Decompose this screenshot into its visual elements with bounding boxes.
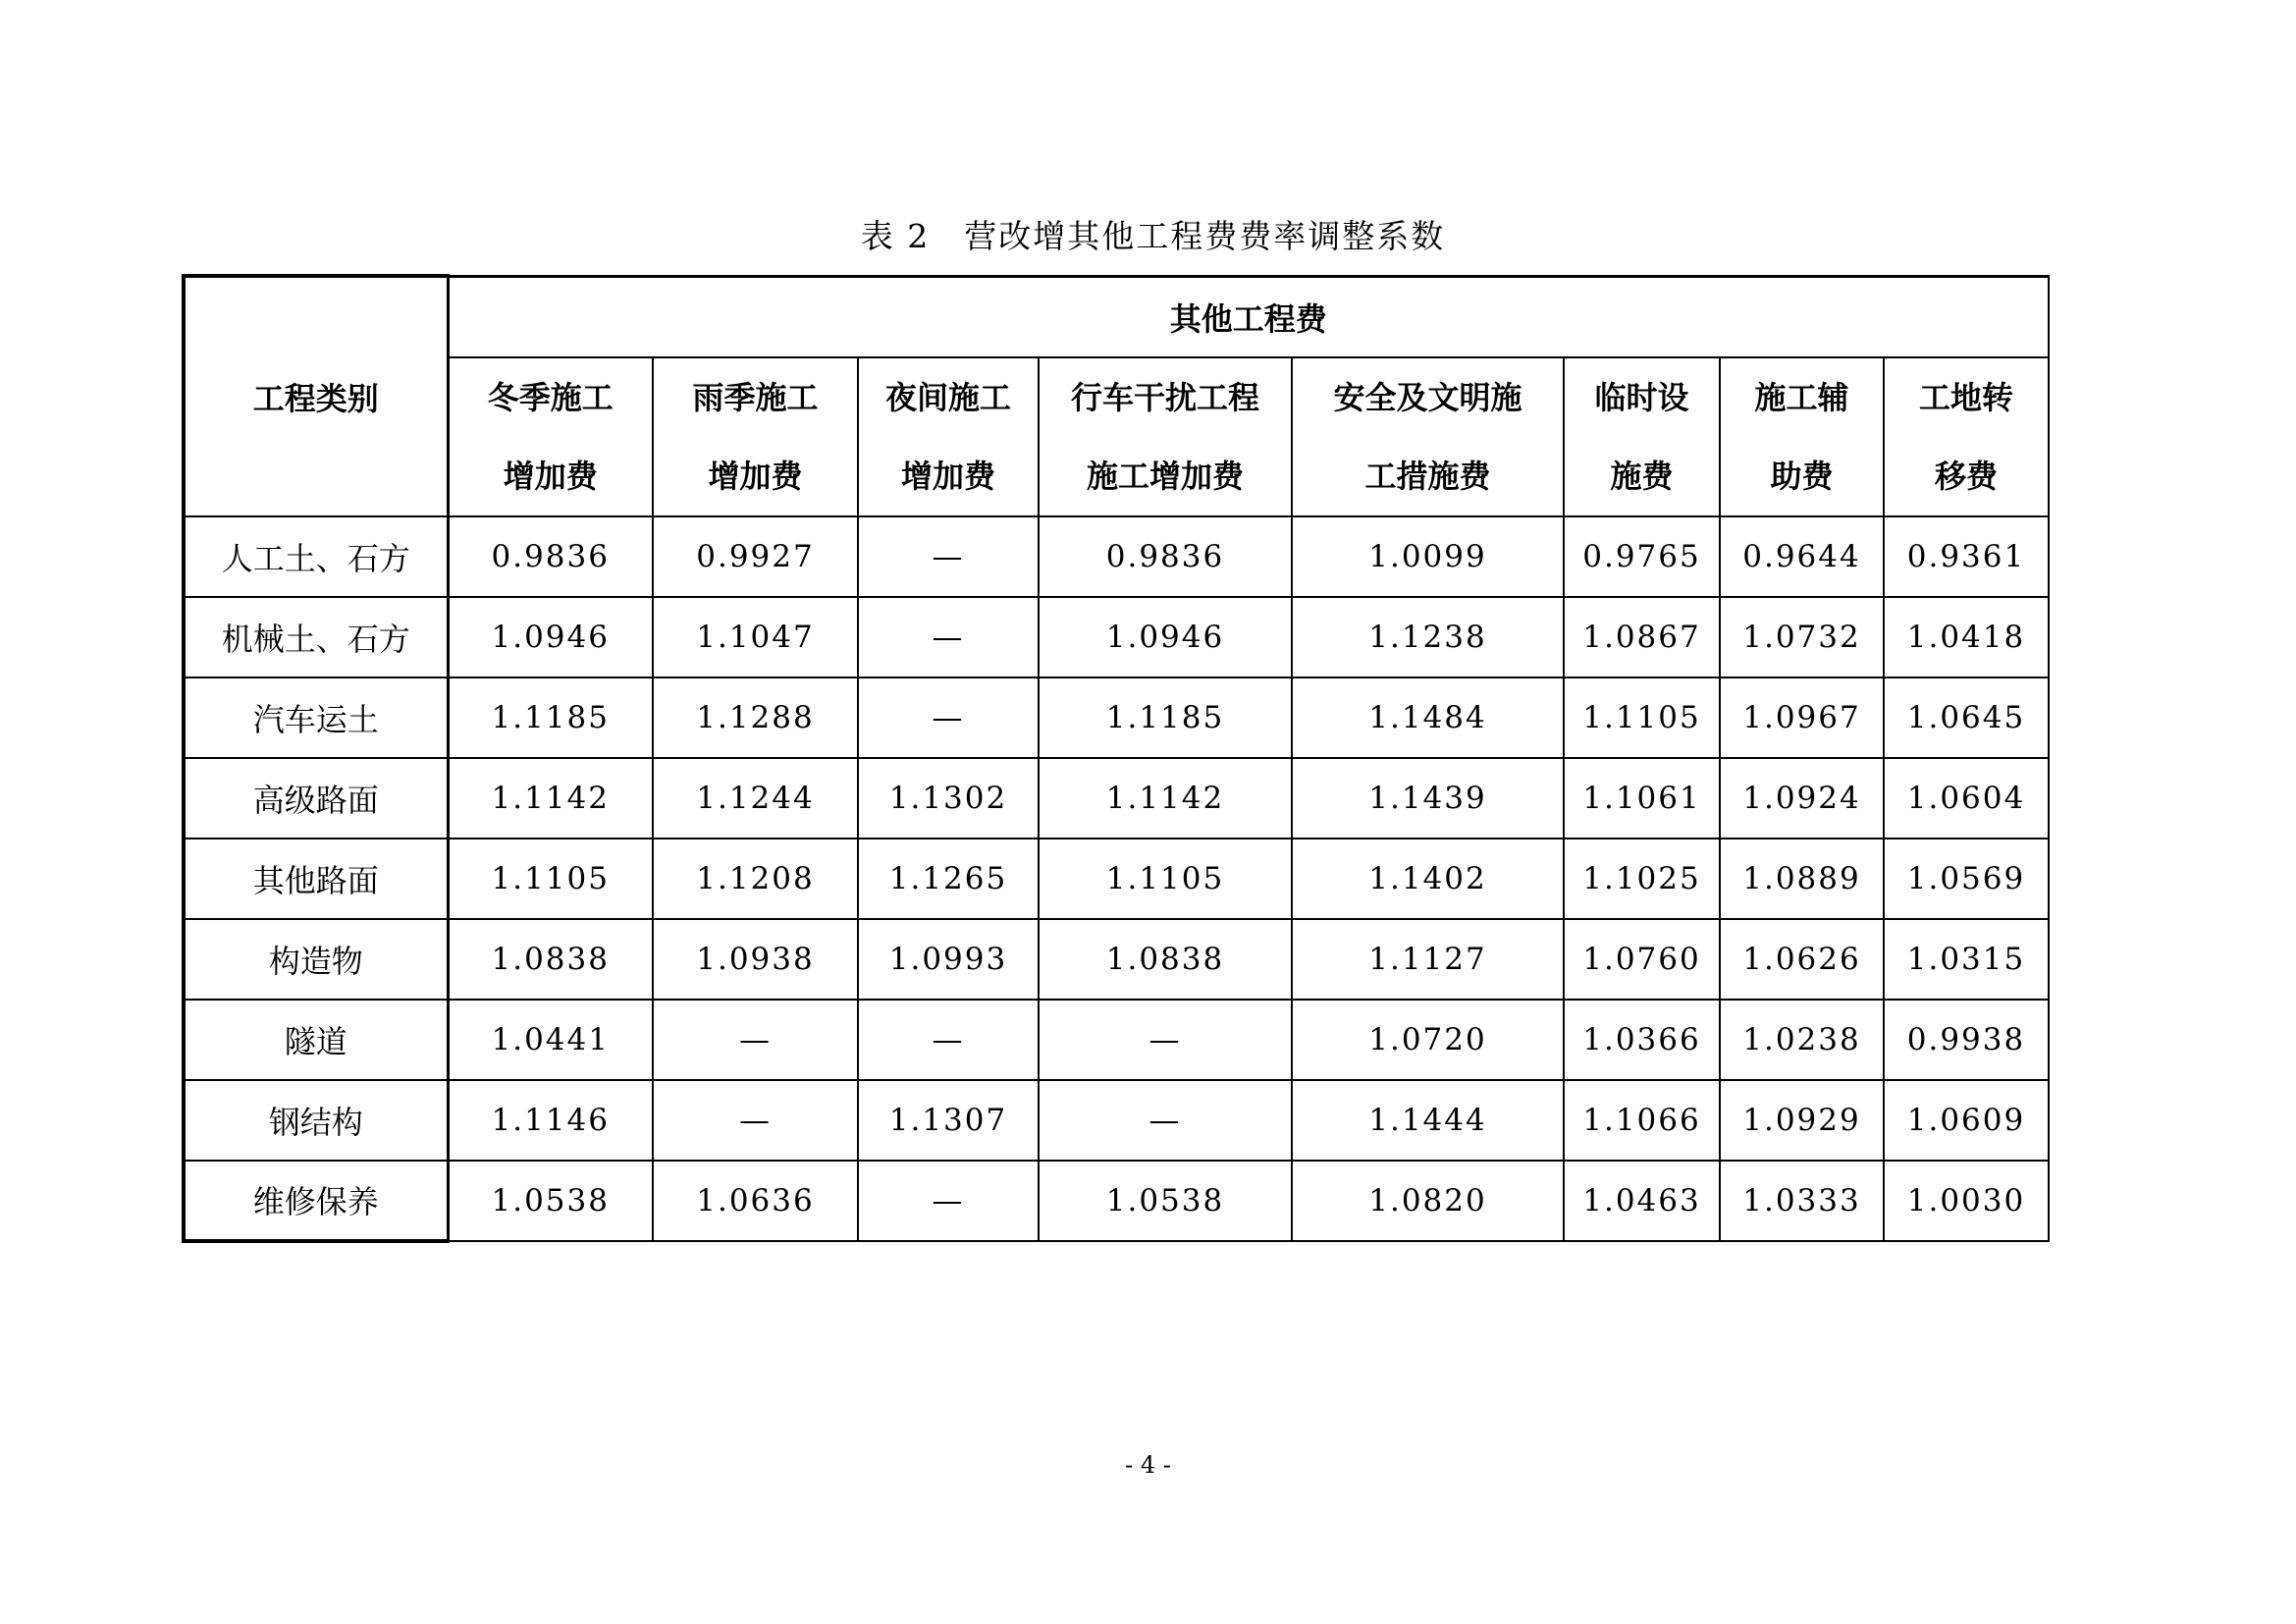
column-header xyxy=(1039,357,1292,516)
table-cell: — xyxy=(858,516,1039,597)
table-cell: 1.0636 xyxy=(653,1161,858,1241)
table-cell: 1.0946 xyxy=(1039,597,1292,677)
table-cell: 0.9836 xyxy=(1039,516,1292,597)
table-cell: 1.0538 xyxy=(1039,1161,1292,1241)
table-cell: 1.0889 xyxy=(1720,839,1884,919)
column-header-line2: 工措施费 xyxy=(1364,457,1491,495)
table-cell: 1.1439 xyxy=(1292,758,1564,839)
table-cell: 1.1208 xyxy=(653,839,858,919)
table-cell: 1.0946 xyxy=(448,597,653,677)
table-cell: — xyxy=(1039,1000,1292,1080)
table-cell: 0.9644 xyxy=(1720,516,1884,597)
table-cell: 1.1484 xyxy=(1292,677,1564,758)
table-cell: — xyxy=(858,597,1039,677)
table-cell: 1.0924 xyxy=(1720,758,1884,839)
table-cell: 1.1307 xyxy=(858,1080,1039,1161)
table-cell: 1.0366 xyxy=(1564,1000,1720,1080)
column-header-line1: 冬季施工 xyxy=(487,378,614,416)
column-header-line2: 助费 xyxy=(1770,457,1834,495)
table-cell: 1.0967 xyxy=(1720,677,1884,758)
table-cell: 1.0626 xyxy=(1720,919,1884,1000)
column-header xyxy=(448,357,653,516)
table-cell: 0.9938 xyxy=(1884,1000,2049,1080)
table-cell: 0.9836 xyxy=(448,516,653,597)
table-cell: 1.0569 xyxy=(1884,839,2049,919)
table-row xyxy=(184,1080,2049,1161)
table-cell: 1.1142 xyxy=(448,758,653,839)
table-cell: 1.1444 xyxy=(1292,1080,1564,1161)
table-row xyxy=(184,597,2049,677)
column-header xyxy=(858,357,1039,516)
table-cell: 1.1142 xyxy=(1039,758,1292,839)
row-label: 人工土、石方 xyxy=(184,516,448,597)
table-cell: 0.9927 xyxy=(653,516,858,597)
page-number: - 4 - xyxy=(1125,1451,1171,1479)
table-cell: 1.0867 xyxy=(1564,597,1720,677)
column-header-line1: 行车干扰工程 xyxy=(1070,378,1259,416)
table-row xyxy=(184,516,2049,597)
table-cell: 1.1402 xyxy=(1292,839,1564,919)
table-cell: 1.0333 xyxy=(1720,1161,1884,1241)
table-cell: 1.0820 xyxy=(1292,1161,1564,1241)
table-row xyxy=(184,839,2049,919)
column-header-line2: 移费 xyxy=(1934,457,1998,495)
table-cell: 1.1105 xyxy=(448,839,653,919)
table-cell: 1.0238 xyxy=(1720,1000,1884,1080)
column-header-line1: 安全及文明施 xyxy=(1333,378,1522,416)
table-cell: — xyxy=(653,1000,858,1080)
table-cell: 1.0938 xyxy=(653,919,858,1000)
table-row xyxy=(184,1000,2049,1080)
table-cell: 0.9765 xyxy=(1564,516,1720,597)
table-cell: 1.1127 xyxy=(1292,919,1564,1000)
table-cell: 1.1185 xyxy=(1039,677,1292,758)
table-row xyxy=(184,919,2049,1000)
column-header-line2: 增加费 xyxy=(900,457,995,495)
table-cell: 1.0929 xyxy=(1720,1080,1884,1161)
table-cell: 1.1146 xyxy=(448,1080,653,1161)
row-label: 汽车运土 xyxy=(184,677,448,758)
rate-adjustment-table xyxy=(182,274,2050,1243)
column-header xyxy=(1720,357,1884,516)
row-label: 高级路面 xyxy=(184,758,448,839)
column-header xyxy=(653,357,858,516)
table-cell: 1.1302 xyxy=(858,758,1039,839)
table-cell: 1.1265 xyxy=(858,839,1039,919)
table-row xyxy=(184,758,2049,839)
table-cell: 1.0315 xyxy=(1884,919,2049,1000)
table-cell: 1.1288 xyxy=(653,677,858,758)
column-header-line2: 施费 xyxy=(1610,457,1674,495)
table-cell: 1.1061 xyxy=(1564,758,1720,839)
table-cell: 1.0099 xyxy=(1292,516,1564,597)
row-label: 维修保养 xyxy=(184,1161,448,1241)
column-header-line1: 施工辅 xyxy=(1754,378,1849,416)
table-cell: 1.0760 xyxy=(1564,919,1720,1000)
table-cell: — xyxy=(1039,1080,1292,1161)
column-header xyxy=(1564,357,1720,516)
table-cell: — xyxy=(653,1080,858,1161)
table-cell: 1.1238 xyxy=(1292,597,1564,677)
table-cell: — xyxy=(858,1161,1039,1241)
table-cell: 1.0838 xyxy=(1039,919,1292,1000)
table-cell: 1.0993 xyxy=(858,919,1039,1000)
table-cell: 1.1047 xyxy=(653,597,858,677)
row-label: 其他路面 xyxy=(184,839,448,919)
row-label: 机械土、石方 xyxy=(184,597,448,677)
table-cell: 1.0538 xyxy=(448,1161,653,1241)
table-cell: 1.1185 xyxy=(448,677,653,758)
table-cell: 1.0732 xyxy=(1720,597,1884,677)
table-cell: — xyxy=(858,677,1039,758)
table-cell: — xyxy=(858,1000,1039,1080)
table-cell: 1.1025 xyxy=(1564,839,1720,919)
table-cell: 1.0645 xyxy=(1884,677,2049,758)
column-header xyxy=(1884,357,2049,516)
table-cell: 1.1105 xyxy=(1039,839,1292,919)
column-header-line1: 夜间施工 xyxy=(884,378,1011,416)
column-header-line1: 雨季施工 xyxy=(692,378,819,416)
row-label: 钢结构 xyxy=(184,1080,448,1161)
table-cell: 1.0838 xyxy=(448,919,653,1000)
table-cell: 1.0030 xyxy=(1884,1161,2049,1241)
group-header: 其他工程费 xyxy=(448,276,2049,357)
column-header-line1: 临时设 xyxy=(1594,378,1689,416)
table-cell: 0.9361 xyxy=(1884,516,2049,597)
column-header xyxy=(1292,357,1564,516)
table-body xyxy=(184,516,2049,1241)
table-cell: 1.0418 xyxy=(1884,597,2049,677)
table-cell: 1.1066 xyxy=(1564,1080,1720,1161)
category-header: 工程类别 xyxy=(184,276,448,516)
table-cell: 1.0441 xyxy=(448,1000,653,1080)
column-header-line2: 施工增加费 xyxy=(1086,457,1244,495)
column-header-line2: 增加费 xyxy=(708,457,803,495)
table-cell: 1.1105 xyxy=(1564,677,1720,758)
column-header-line1: 工地转 xyxy=(1918,378,2013,416)
table-cell: 1.0604 xyxy=(1884,758,2049,839)
table-cell: 1.0463 xyxy=(1564,1161,1720,1241)
table-cell: 1.0609 xyxy=(1884,1080,2049,1161)
table-cell: 1.1244 xyxy=(653,758,858,839)
table-title: 表 2 营改增其他工程费费率调整系数 xyxy=(860,217,1446,255)
column-header-line2: 增加费 xyxy=(503,457,598,495)
table-cell: 1.0720 xyxy=(1292,1000,1564,1080)
table-row xyxy=(184,677,2049,758)
table-row xyxy=(184,1161,2049,1241)
row-label: 隧道 xyxy=(184,1000,448,1080)
row-label: 构造物 xyxy=(184,919,448,1000)
